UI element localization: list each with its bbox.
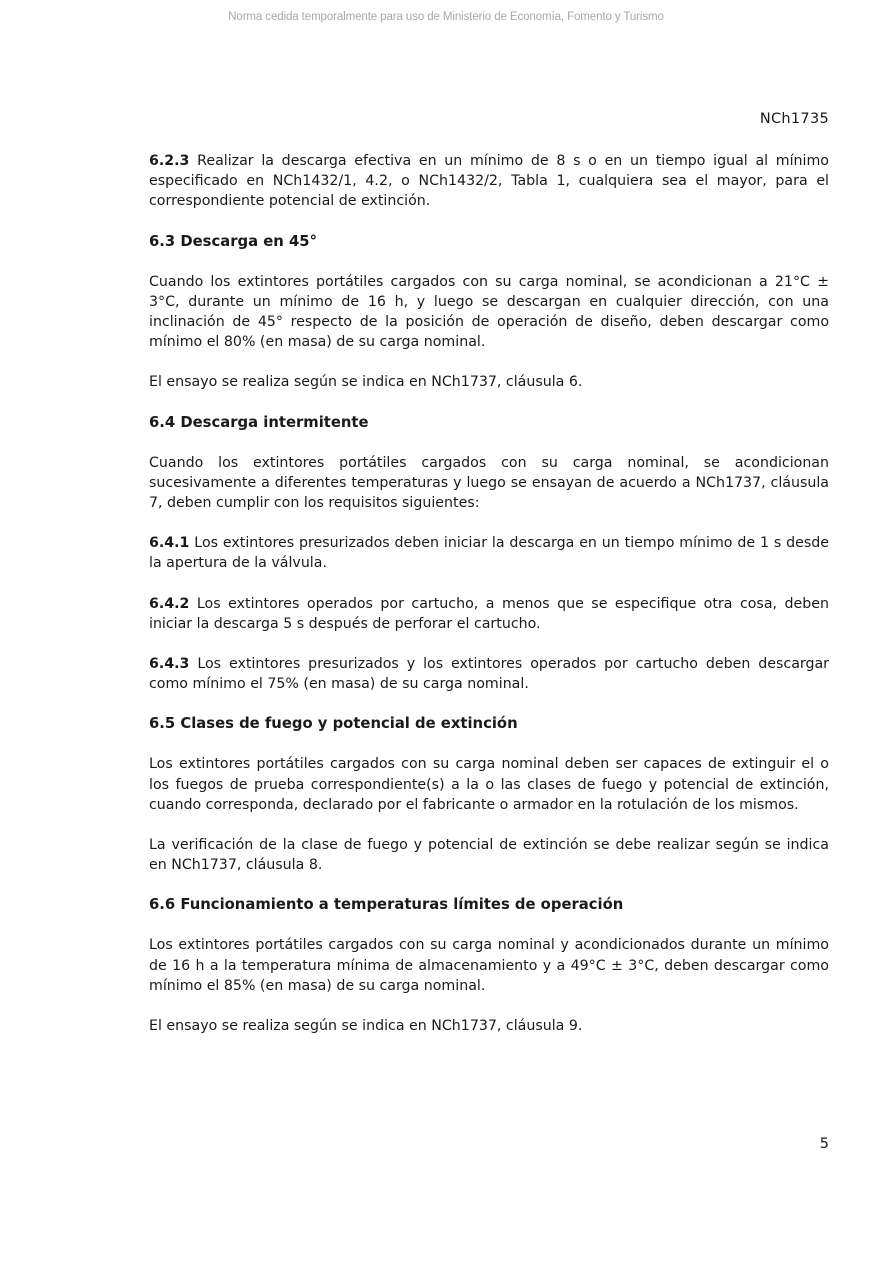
clause-6-4-1 <box>149 533 829 573</box>
heading-6-5: 6.5 Clases de fuego y potencial de extinción <box>149 715 518 733</box>
clause-number: 6.4.3 <box>149 656 190 673</box>
page-number: 5 <box>819 1136 829 1152</box>
paragraph-6-3-2: El ensayo se realiza según se indica en NCh1737, cláusula 6. <box>149 374 583 391</box>
clause-6-4-2 <box>149 594 829 634</box>
clause-6-2-3 <box>149 151 829 212</box>
standard-code: NCh1735 <box>759 111 829 127</box>
clause-text: Los extintores operados por cartucho, a menos que se especifique otra cosa, deben iniciar la descarga 5 s después de perforar el cartucho. <box>149 595 829 632</box>
paragraph-6-6-2: El ensayo se realiza según se indica en NCh1737, cláusula 9. <box>149 1018 583 1035</box>
clause-6-4-3 <box>149 654 829 694</box>
heading-6-4: 6.4 Descarga intermitente <box>149 413 369 431</box>
watermark: Norma cedida temporalmente para uso de Ministerio de Economía, Fomento y Turismo <box>228 11 664 23</box>
paragraph-6-5-1: Los extintores portátiles cargados con su carga nominal deben ser capaces de extinguir el o los fuegos de prueba correspondiente(s) a la o las clases de fuego y potencial de extinción, cuando corresponda, declarado por el fabricante o armador en la rotulación de los mismos. <box>149 756 829 813</box>
document-body <box>149 151 829 1036</box>
paragraph-6-4-1: Cuando los extintores portátiles cargados con su carga nominal, se acondicionan sucesivamente a diferentes temperaturas y luego se ensayan de acuerdo a NCh1737, cláusula 7, deben cumplir con los requisitos siguientes: <box>149 454 829 512</box>
paragraph-6-3-1: Cuando los extintores portátiles cargados con su carga nominal, se acondicionan a 21°C ± 3°C, durante un mínimo de 16 h, y luego se descargan en cualquier dirección, con una inclinación de 45° respecto de la posición de operación de diseño, deben descargar como mínimo el 80% (en masa) de su carga nominal. <box>149 273 829 351</box>
paragraph-6-6-1: Los extintores portátiles cargados con su carga nominal y acondicionados durante un mínimo de 16 h a la temperatura mínima de almacenamiento y a 49°C ± 3°C, deben descargar como mínimo el 85% (en masa) de su carga nominal. <box>149 937 829 994</box>
paragraph-6-5-2: La verificación de la clase de fuego y potencial de extinción se debe realizar según se indica en NCh1737, cláusula 8. <box>149 837 829 874</box>
clause-text: Los extintores presurizados deben iniciar la descarga en un tiempo mínimo de 1 s desde la apertura de la válvula. <box>149 535 829 572</box>
clause-number: 6.2.3 <box>149 153 190 169</box>
clause-text: Realizar la descarga efectiva en un mínimo de 8 s o en un tiempo igual al mínimo especificado en NCh1432/1, 4.2, o NCh1432/2, Tabla 1, cualquiera sea el mayor, para el correspondiente potencial de extinción. <box>149 153 829 210</box>
heading-6-3: 6.3 Descarga en 45° <box>149 232 317 250</box>
heading-6-6: 6.6 Funcionamiento a temperaturas límites de operación <box>149 896 624 914</box>
clause-number: 6.4.2 <box>149 595 190 612</box>
clause-number: 6.4.1 <box>149 535 190 552</box>
clause-text: Los extintores presurizados y los extintores operados por cartucho deben descargar como mínimo el 75% (en masa) de su carga nominal. <box>149 656 830 693</box>
